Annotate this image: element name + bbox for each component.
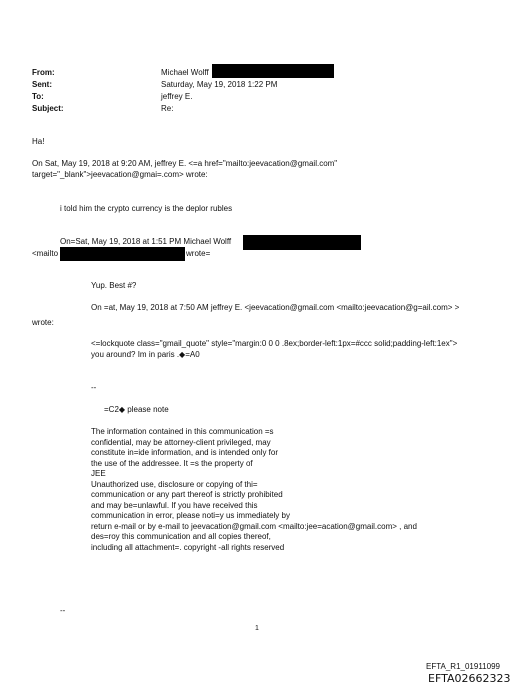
to-value: jeffrey E. xyxy=(161,92,193,101)
disclaimer-line: including all attachment=. copyright -all rights reserved xyxy=(91,542,285,552)
disclaimer-line: constitute in=ide information, and is intended only for xyxy=(91,448,279,457)
crypto-line: i told him the crypto currency is the deplor rubles xyxy=(60,204,233,213)
from-label: From: xyxy=(32,68,55,77)
separator-dashes: -- xyxy=(91,383,97,392)
yup-line: Yup. Best #? xyxy=(91,281,137,290)
subject-label: Subject: xyxy=(32,104,64,113)
redaction-box xyxy=(243,235,361,250)
disclaimer-line: and may be=unlawful. If you have received this xyxy=(91,500,258,510)
disclaimer-block xyxy=(91,427,417,553)
wrote-label: wrote: xyxy=(32,318,54,327)
subject-value: Re: xyxy=(161,104,174,113)
disclaimer-line: JEE xyxy=(91,469,106,478)
sent-label: Sent: xyxy=(32,80,52,89)
doc-id-large: EFTA02662323 xyxy=(428,672,511,685)
please-note: =C2◆ please note xyxy=(104,405,169,414)
greeting-text: Ha! xyxy=(32,137,45,146)
disclaimer-line: des=roy this communication and all copies thereof, xyxy=(91,532,271,541)
from-value: Michael Wolff xyxy=(161,68,209,77)
disclaimer-line: communication or any part thereof is strictly prohibited xyxy=(91,490,283,499)
disclaimer-line: confidential, may be attorney-client privileged, may xyxy=(91,437,271,447)
disclaimer-line: Unauthorized use, disclosure or copying of thi= xyxy=(91,479,258,489)
redaction-box xyxy=(212,64,334,78)
sent-value: Saturday, May 19, 2018 1:22 PM xyxy=(161,80,278,89)
disclaimer-line: the use of the addressee. It =s the property of xyxy=(91,458,253,468)
quote3-line: On =at, May 19, 2018 at 7:50 AM jeffrey E. <jeevacation@gmail.com <mailto:jeevacation@g=ail.com> > xyxy=(91,303,460,312)
disclaimer-line: The information contained in this communication =s xyxy=(91,427,274,436)
quote1-line1: On Sat, May 19, 2018 at 9:20 AM, jeffrey E. <=a href="mailto:jeevacation@gmail.com" xyxy=(32,159,338,168)
quote2-wrote: wrote= xyxy=(186,249,211,258)
quote2-line1: On=Sat, May 19, 2018 at 1:51 PM Michael Wolff xyxy=(60,237,232,246)
blockquote-line2: you around? Im in paris .◆=A0 xyxy=(91,350,200,359)
quote1-line2: target="_blank">jeevacation@gmai=.com> wrote: xyxy=(32,170,208,179)
separator-dashes: -- xyxy=(60,606,66,615)
blockquote-line1: <=lockquote class="gmail_quote" style="margin:0 0 0 .8ex;border-left:1px=#ccc solid;padding-left:1ex"> xyxy=(91,339,458,348)
quote2-mailto: <mailto xyxy=(32,249,59,258)
disclaimer-line: return e-mail or by e-mail to jeevacation@gmail.com <mailto:jee=acation@gmail.com> , and xyxy=(91,521,417,531)
disclaimer-line: communication in error, please noti=y us immediately by xyxy=(91,511,290,520)
page-number: 1 xyxy=(255,625,259,632)
doc-id-small: EFTA_R1_01911099 xyxy=(426,662,500,671)
to-label: To: xyxy=(32,92,44,101)
redaction-box xyxy=(60,247,185,261)
